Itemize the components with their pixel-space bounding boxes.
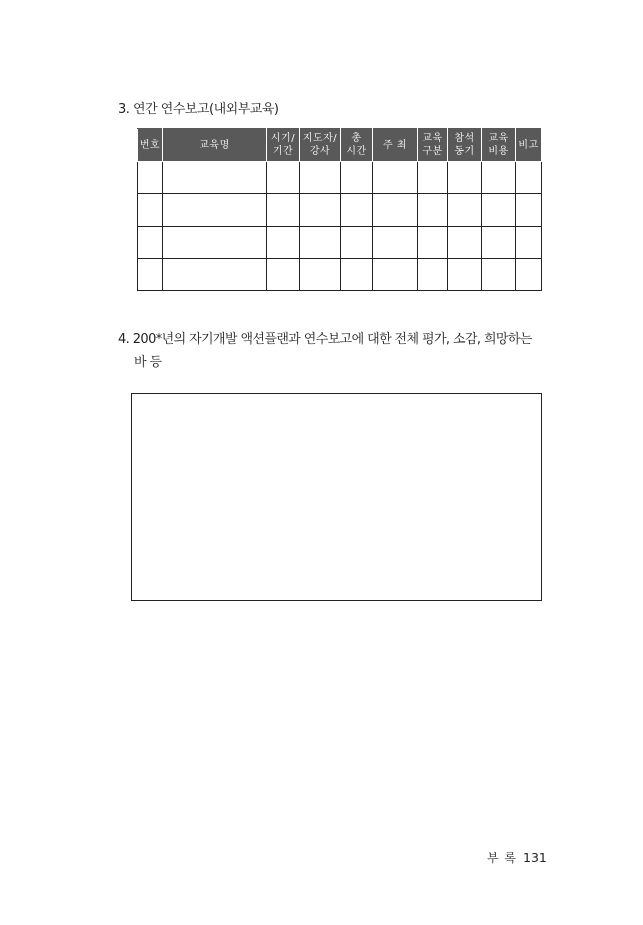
table-cell[interactable]	[163, 226, 267, 258]
table-cell[interactable]	[163, 258, 267, 290]
table-cell[interactable]	[267, 258, 300, 290]
table-cell[interactable]	[482, 258, 516, 290]
table-cell[interactable]	[163, 162, 267, 194]
table-cell[interactable]	[482, 194, 516, 226]
table-cell[interactable]	[516, 258, 542, 290]
table-row	[138, 258, 542, 290]
table-cell[interactable]	[267, 226, 300, 258]
footer-label: 부 록	[487, 851, 517, 865]
table-cell[interactable]	[516, 162, 542, 194]
header-number: 번호	[138, 129, 163, 162]
table-cell[interactable]	[267, 194, 300, 226]
table-cell[interactable]	[373, 226, 418, 258]
table-cell[interactable]	[300, 258, 341, 290]
table-cell[interactable]	[373, 162, 418, 194]
table-cell[interactable]	[267, 162, 300, 194]
header-remarks: 비고	[516, 129, 542, 162]
table-cell[interactable]	[448, 162, 482, 194]
header-motivation: 참석 동기	[448, 129, 482, 162]
page-number: 131	[523, 850, 547, 865]
header-instructor: 지도자/ 강사	[300, 129, 341, 162]
header-education-name: 교육명	[163, 129, 267, 162]
table-cell[interactable]	[163, 194, 267, 226]
table-header-row	[138, 129, 542, 162]
table-cell[interactable]	[516, 226, 542, 258]
table-row	[138, 162, 542, 194]
table-cell[interactable]	[448, 194, 482, 226]
section4-line2: 바 등	[134, 355, 162, 370]
section3-title: 3. 연간 연수보고(내외부교육)	[118, 102, 279, 117]
table-row	[138, 226, 542, 258]
table-cell[interactable]	[418, 226, 448, 258]
table-cell[interactable]	[341, 258, 373, 290]
section4-title	[118, 328, 558, 374]
table-cell[interactable]	[482, 162, 516, 194]
table-cell[interactable]	[300, 194, 341, 226]
table-cell[interactable]	[300, 226, 341, 258]
table-cell[interactable]	[373, 258, 418, 290]
header-cost: 교육 비용	[482, 129, 516, 162]
table-cell[interactable]	[341, 226, 373, 258]
evaluation-answer-box[interactable]	[131, 393, 542, 601]
table-cell[interactable]	[448, 258, 482, 290]
table-cell[interactable]	[418, 258, 448, 290]
table-cell[interactable]	[418, 162, 448, 194]
education-report-table	[137, 128, 542, 291]
section4-line1: 4. 200*년의 자기개발 액션플랜과 연수보고에 대한 전체 평가, 소감, 희망하는	[118, 332, 532, 347]
header-period: 시기/ 기간	[267, 129, 300, 162]
page-footer	[487, 849, 547, 866]
table-cell[interactable]	[448, 226, 482, 258]
table-cell[interactable]	[482, 226, 516, 258]
header-education-type: 교육 구분	[418, 129, 448, 162]
table-cell[interactable]	[418, 194, 448, 226]
header-total-hours: 총 시간	[341, 129, 373, 162]
table-cell[interactable]	[341, 162, 373, 194]
table-cell[interactable]	[516, 194, 542, 226]
table-cell[interactable]	[373, 194, 418, 226]
table-row	[138, 194, 542, 226]
table-cell[interactable]	[138, 162, 163, 194]
header-host: 주 최	[373, 129, 418, 162]
table-cell[interactable]	[138, 258, 163, 290]
table-cell[interactable]	[138, 226, 163, 258]
table-cell[interactable]	[300, 162, 341, 194]
table-cell[interactable]	[341, 194, 373, 226]
table-cell[interactable]	[138, 194, 163, 226]
